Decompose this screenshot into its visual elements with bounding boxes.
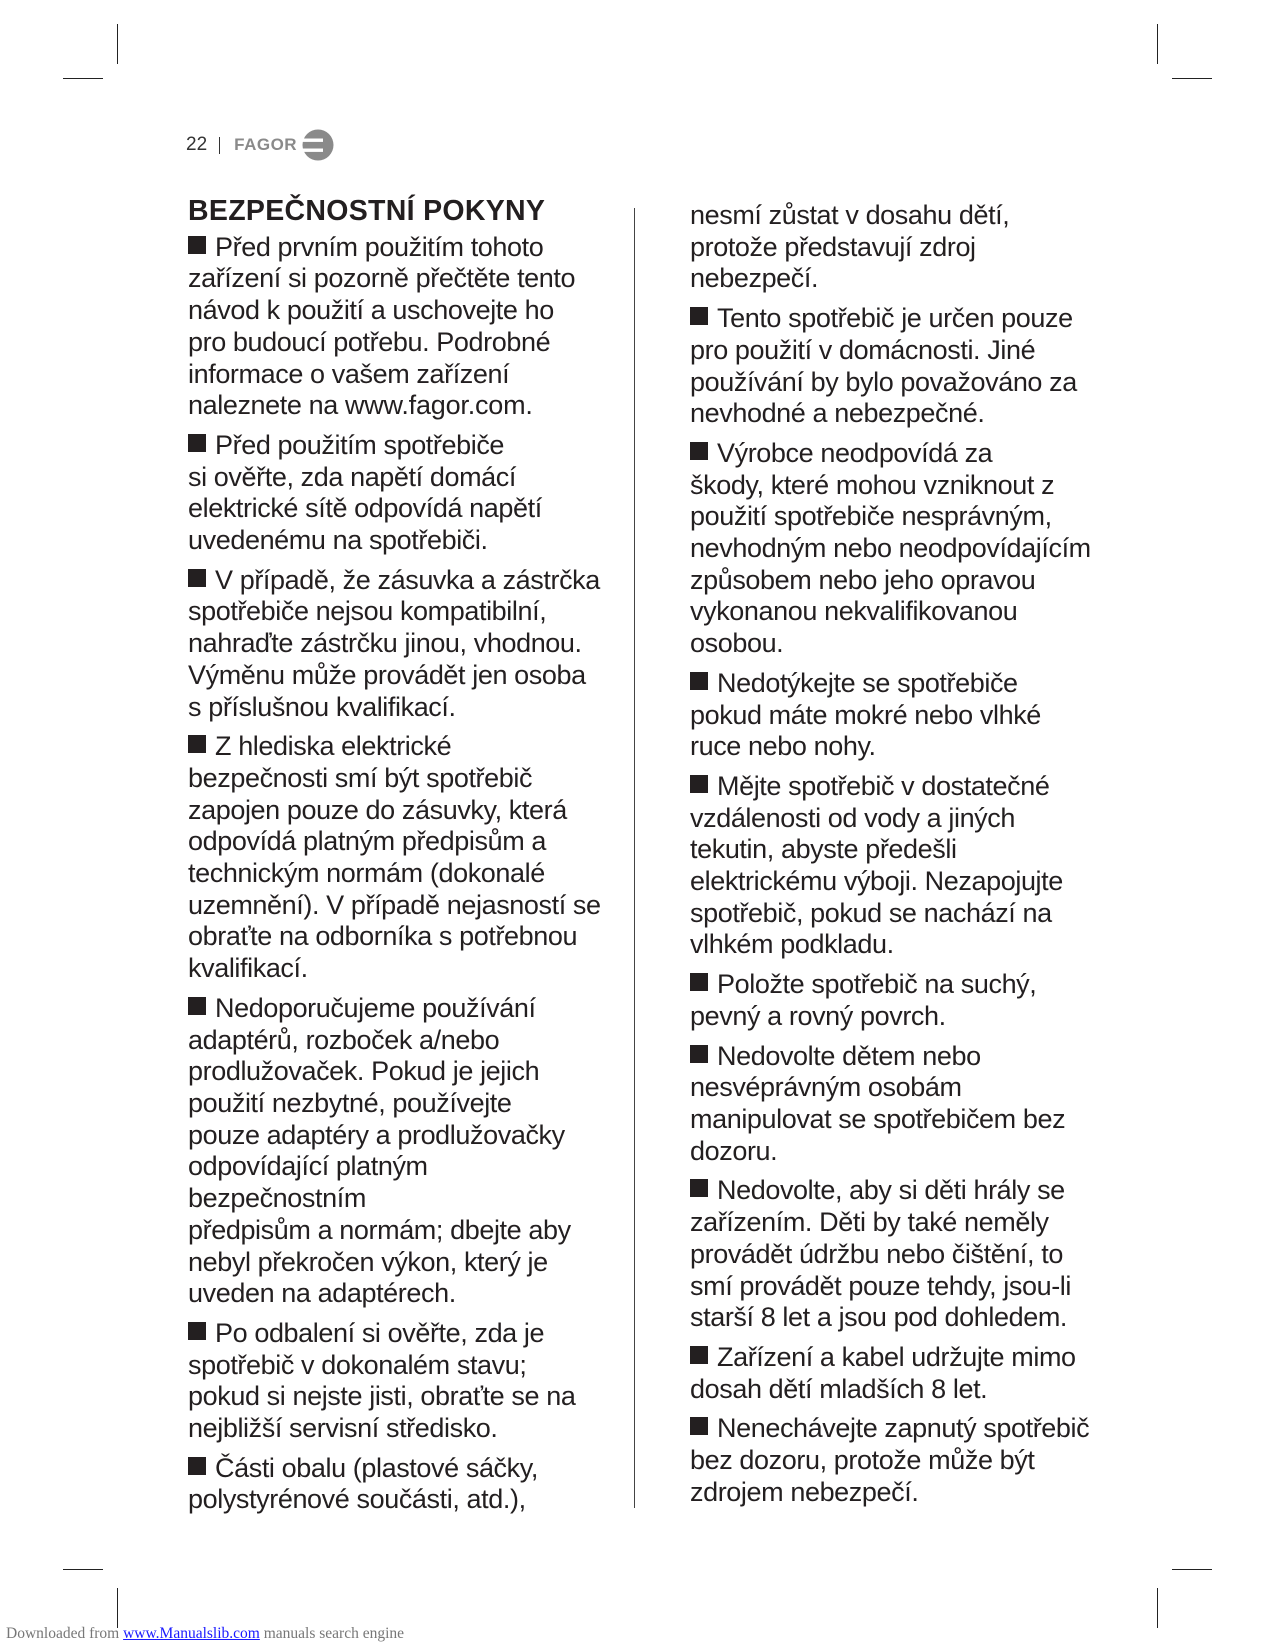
paragraph-line: starší 8 let a jsou pod dohledem. (690, 1302, 1068, 1333)
bullet-paragraph (188, 1453, 608, 1516)
square-bullet-icon (188, 997, 206, 1015)
paragraph-line: nahraďte zástrčku jinou, vhodnou. (188, 628, 582, 659)
paragraph-line: Položte spotřebič na suchý, (717, 969, 1037, 1000)
bullet-paragraph (188, 731, 608, 985)
paragraph-line: Nedotýkejte se spotřebiče (717, 667, 1018, 698)
paragraph-line: použití spotřebiče nesprávným, (690, 501, 1052, 532)
section-heading: BEZPEČNOSTNÍ POKYNY (188, 195, 546, 227)
footer-prefix: Downloaded from (6, 1625, 124, 1642)
bullet-paragraph (188, 232, 608, 422)
paragraph-line: naleznete na (188, 390, 345, 421)
paragraph-line: manipulovat se spotřebičem bez (690, 1103, 1066, 1134)
crop-mark (117, 24, 118, 64)
square-bullet-icon (690, 1346, 708, 1364)
paragraph-line: Výrobce neodpovídá za (717, 437, 993, 468)
crop-mark (1172, 1569, 1212, 1570)
paragraph-line: vlhkém podkladu. (690, 929, 894, 960)
paragraph-line: pro budoucí potřebu. Podrobné (188, 326, 551, 357)
continued-paragraph (690, 200, 1110, 295)
bullet-paragraph (690, 1413, 1110, 1508)
paragraph-line: uveden na adaptérech. (188, 1278, 456, 1309)
right-paragraphs (690, 303, 1110, 1508)
left-column (188, 196, 608, 1524)
page-header (186, 128, 335, 162)
paragraph-line: pro použití v domácnosti. Jiné (690, 334, 1036, 365)
paragraph-punctuation: . (525, 390, 533, 421)
paragraph-line: Z hlediska elektrické (215, 731, 452, 762)
paragraph-line: Před prvním použitím tohoto (215, 231, 544, 262)
square-bullet-icon (188, 434, 206, 452)
paragraph-line: informace o vašem zařízení (188, 358, 510, 389)
paragraph-line: Nedoporučujeme používání (215, 992, 536, 1023)
paragraph-line: předpisům a normám; dbejte aby (188, 1214, 571, 1245)
paragraph-line: Výměnu může provádět jen osoba (188, 659, 586, 690)
paragraph-line: nevhodným nebo neodpovídajícím (690, 533, 1091, 564)
paragraph-line: Nedovolte dětem nebo (717, 1040, 981, 1071)
paragraph-line: nesmí zůstat v dosahu dětí, (690, 200, 1010, 230)
website-url: www.fagor.com (344, 390, 526, 421)
paragraph-line: odpovídá platným předpisům a (188, 826, 547, 857)
paragraph-line: Nenechávejte zapnutý spotřebič (717, 1413, 1090, 1444)
paragraph-line: spotřebič v dokonalém stavu; (188, 1349, 527, 1380)
bullet-paragraph (188, 430, 608, 557)
bullet-paragraph (690, 303, 1110, 430)
bullet-paragraph (690, 1342, 1110, 1405)
square-bullet-icon (690, 1045, 708, 1063)
paragraph-line: Části obalu (plastové sáčky, (215, 1452, 538, 1483)
paragraph-line: Zařízení a kabel udržujte mimo (717, 1341, 1076, 1372)
square-bullet-icon (690, 775, 708, 793)
paragraph-line: vzdálenosti od vody a jiných (690, 802, 1015, 833)
square-bullet-icon (188, 1322, 206, 1340)
paragraph-line: bezpečnosti smí být spotřebič (188, 762, 533, 793)
paragraph-line: protože představují zdroj (690, 231, 976, 262)
paragraph-line: zařízení si pozorně přečtěte tento (188, 263, 576, 294)
paragraph-line: provádět údržbu nebo čištění, to (690, 1238, 1063, 1269)
square-bullet-icon (690, 442, 708, 460)
paragraph-line: polystyrénové součásti, atd.), (188, 1484, 526, 1515)
paragraph-line: obraťte na odborníka s potřebnou (188, 921, 578, 952)
paragraph-line: dozoru. (690, 1135, 778, 1166)
square-bullet-icon (188, 236, 206, 254)
paragraph-line: Nedovolte, aby si děti hrály se (717, 1175, 1065, 1206)
paragraph-line: nejbližší servisní středisko. (188, 1413, 498, 1444)
bullet-paragraph (188, 1318, 608, 1445)
bullet-paragraph (690, 1041, 1110, 1168)
crop-mark (1172, 78, 1212, 79)
paragraph-line: tekutin, abyste předešli (690, 834, 957, 865)
download-footer (6, 1625, 404, 1643)
bullet-paragraph (690, 771, 1110, 961)
crop-mark (63, 1569, 103, 1570)
bullet-paragraph (690, 969, 1110, 1032)
paragraph-line: použití nezbytné, používejte (188, 1087, 512, 1118)
square-bullet-icon (690, 1417, 708, 1435)
paragraph-line: technickým normám (dokonalé (188, 858, 545, 889)
paragraph-line: škody, které mohou vzniknout z (690, 469, 1055, 500)
paragraph-line: ruce nebo nohy. (690, 731, 876, 762)
footer-suffix: manuals search engine (259, 1625, 405, 1642)
crop-mark (1157, 1588, 1158, 1628)
square-bullet-icon (188, 569, 206, 587)
paragraph-line: uzemnění). V případě nejasností se (188, 889, 601, 920)
paragraph-line: pouze adaptéry a prodlužovačky (188, 1119, 565, 1150)
right-column (690, 200, 1110, 1516)
paragraph-line: nebyl překročen výkon, který je (188, 1246, 548, 1277)
paragraph-line: osobou. (690, 628, 784, 659)
crop-mark (63, 78, 103, 79)
paragraph-line: Před použitím spotřebiče (215, 429, 505, 460)
paragraph-line: s příslušnou kvalifikací. (188, 691, 456, 722)
bullet-paragraph (188, 565, 608, 724)
paragraph-line: adaptérů, rozboček a/nebo (188, 1024, 500, 1055)
square-bullet-icon (188, 1457, 206, 1475)
paragraph-line: zdrojem nebezpečí. (690, 1476, 919, 1507)
paragraph-line: nevhodné a nebezpečné. (690, 398, 985, 429)
paragraph-line: uvedenému na spotřebiči. (188, 525, 488, 556)
bullet-paragraph (690, 438, 1110, 660)
bullet-paragraph (690, 668, 1110, 763)
paragraph-line: zapojen pouze do zásuvky, která (188, 794, 567, 825)
paragraph-line: pevný a rovný povrch. (690, 1000, 946, 1031)
paragraph-line: vykonanou nekvalifikovanou (690, 596, 1018, 627)
column-divider (634, 208, 635, 1508)
brand-name: FAGOR (234, 135, 298, 154)
crop-mark (117, 1588, 118, 1628)
fagor-logo-icon (301, 128, 335, 162)
paragraph-line: Mějte spotřebič v dostatečné (717, 770, 1050, 801)
bullet-paragraph (690, 1175, 1110, 1334)
page-number: 22 (186, 134, 208, 155)
bullet-paragraph (188, 993, 608, 1310)
paragraph-line: zařízením. Děti by také neměly (690, 1207, 1049, 1238)
paragraph-line: kvalifikací. (188, 953, 308, 984)
paragraph-line: používání by bylo považováno za (690, 366, 1077, 397)
paragraph-line: elektrické sítě odpovídá napětí (188, 493, 542, 524)
paragraph-line: Po odbalení si ověřte, zda je (215, 1317, 545, 1348)
paragraph-line: bez dozoru, protože může být (690, 1445, 1035, 1476)
paragraph-line: nebezpečí. (690, 263, 819, 294)
square-bullet-icon (690, 307, 708, 325)
paragraph-line: Tento spotřebič je určen pouze (717, 303, 1073, 334)
crop-mark (1157, 24, 1158, 64)
paragraph-line: V případě, že zásuvka a zástrčka (215, 564, 600, 595)
paragraph-line: smí provádět pouze tehdy, jsou-li (690, 1270, 1072, 1301)
paragraph-line: spotřebiče nejsou kompatibilní, (188, 596, 547, 627)
paragraph-line: nesvéprávným osobám (690, 1072, 962, 1103)
paragraph-line: spotřebič, pokud se nachází na (690, 897, 1052, 928)
square-bullet-icon (690, 973, 708, 991)
paragraph-line: dosah dětí mladších 8 let. (690, 1373, 988, 1404)
paragraph-line: návod k použití a uschovejte ho (188, 295, 554, 326)
paragraph-line: elektrickému výboji. Nezapojujte (690, 866, 1063, 897)
paragraph-line: odpovídající platným bezpečnostním (188, 1151, 428, 1214)
left-paragraphs (188, 232, 608, 1516)
square-bullet-icon (690, 1179, 708, 1197)
square-bullet-icon (690, 672, 708, 690)
manualslib-link[interactable]: www.Manualslib.com (123, 1625, 260, 1642)
paragraph-line: prodlužovaček. Pokud je jejich (188, 1056, 540, 1087)
header-divider (219, 137, 220, 154)
paragraph-line: pokud máte mokré nebo vlhké (690, 699, 1041, 730)
paragraph-line: způsobem nebo jeho opravou (690, 564, 1036, 595)
paragraph-line: si ověřte, zda napětí domácí (188, 461, 516, 492)
paragraph-line: pokud si nejste jisti, obraťte se na (188, 1381, 576, 1412)
square-bullet-icon (188, 735, 206, 753)
